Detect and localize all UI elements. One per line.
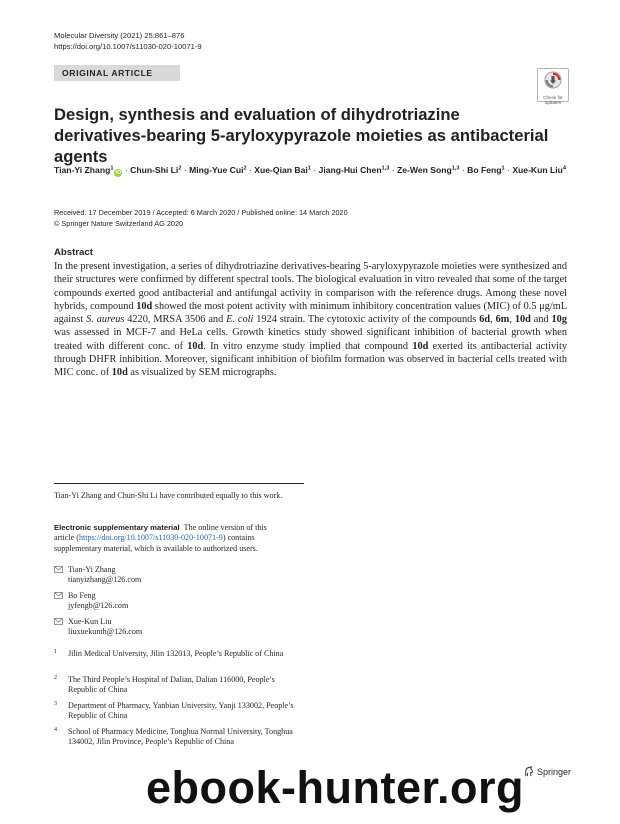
author-name [467,165,505,175]
author-name [189,165,247,175]
author-affiliation-mark: 1 [110,165,114,172]
abstract-text: showed the most potent activity with minimum inhibitory concentration values (MIC) of 0.5 μg/mL against [54,300,567,326]
esm-post: ) contains supplementary material, which is available to authorized users. [54,533,258,553]
species-name: S. aureus [86,314,125,326]
author-separator: · [310,165,319,175]
author-name [397,165,460,175]
equal-contribution-note: Tian-Yi Zhang and Chun-Shi Li have contributed equally to this work. [54,491,283,500]
author-list [54,163,574,177]
journal-header [54,31,202,52]
correspondence-email[interactable]: jyfengb@126.com [68,601,129,611]
compound-label: 10d [514,314,531,326]
compound-label: 10d [136,300,153,312]
journal-doi[interactable]: https://doi.org/10.1007/s11030-020-10071-9 [54,41,202,51]
watermark-text: ebook-hunter.org [146,762,524,813]
journal-citation: Molecular Diversity (2021) 25:861–876 [54,31,185,40]
author-name-text: Ming-Yue Cui [189,165,244,175]
correspondence-text [68,591,128,612]
author-name-text: Ze-Wen Song [397,165,452,175]
author-name-text: Xue-Qian Bai [254,165,308,175]
article-type-badge: ORIGINAL ARTICLE [54,65,180,81]
affiliation-item [54,727,304,749]
abstract-text: In the present investigation, a series of dihydrotriazine derivatives-bearing 5-aryloxypyrazole moieties were synthesized and their structures were confirmed by different spectral tools. The biological evaluation in vitro revealed that some of the target compounds exerted good antibacterial and antifungal activity in comparison with the reference drugs. Among these novel hybrids, compound [54,261,567,312]
check-for-updates-icon [544,71,562,89]
esm-link[interactable]: https://doi.org/10.1007/s11030-020-10071-9 [78,533,223,543]
affiliation-text: Jilin Medical University, Jilin 132013, People’s Republic of China [68,649,284,658]
envelope-icon [54,592,63,599]
author-name [254,165,311,175]
abstract-text: , [509,314,515,326]
author-separator: · [459,165,468,175]
author-affiliation-mark: 1,3 [451,165,460,172]
publisher-name: Springer [537,767,572,777]
compound-label: 10d [111,367,128,379]
author-affiliation-mark: 2 [178,165,182,172]
affiliation-item [54,675,304,697]
author-name-text: Bo Feng [467,165,502,175]
check-for-updates-label: Check for updates [543,95,563,106]
abstract-heading: Abstract [54,247,93,258]
affiliation-text: The Third People’s Hospital of Dalian, Dalian 116000, People’s Republic of China [68,675,275,695]
correspondence-text [68,565,141,586]
author-name [319,165,390,175]
orcid-icon[interactable]: iD [115,170,121,176]
author-separator: · [389,165,397,175]
author-affiliation-mark: 1,3 [381,165,390,172]
affiliation-text: School of Pharmacy Medicine, Tonghua Normal University, Tonghua 134002, Jilin Province, People’s Republic of China [68,727,293,747]
history-dates: Received: 17 December 2019 / Accepted: 6 March 2020 / Published online: 14 March 2020 [54,208,348,217]
species-name: E. coli [226,314,254,326]
author-separator: · [181,165,190,175]
correspondence-name: Bo Feng [68,591,96,600]
author-name [130,165,181,175]
publication-history [54,208,348,229]
correspondence-item [54,565,294,585]
author-name [512,165,566,175]
author-affiliation-mark: 2 [243,165,247,172]
author-affiliation-mark: 4 [562,165,567,172]
affiliation-text: Department of Pharmacy, Yanbian University, Yanji 133002, People’s Republic of China [68,701,294,721]
author-name-text: Jiang-Hui Chen [318,165,382,175]
author-name-text: Chun-Shi Li [130,165,179,175]
affiliation-item [54,649,304,671]
abstract-body [54,260,567,380]
correspondence-item [54,591,294,611]
article-title: Design, synthesis and evaluation of dihydrotriazine derivatives-bearing 5-aryloxypyrazole moieties as antibacterial agents [54,105,549,166]
affiliation-number: 3 [54,701,57,707]
abstract-text: 4220, MRSA 3506 and [124,314,227,326]
author-name-text: Tian-Yi Zhang [54,165,111,175]
author-name-text: Xue-Kun Liu [512,165,563,175]
abstract-text: 1924 strain. The cytotoxic activity of the compounds [253,314,480,326]
supplementary-material-note [54,523,289,554]
abstract-text: exerted its antibacterial activity through DHFR inhibition. Moreover, significant inhibition of biofilm formation was observed in bacterial cells treated with MIC conc. of [54,340,567,379]
affiliation-number: 2 [54,675,57,681]
correspondence-text [68,617,142,638]
compound-label: 10d [412,340,429,352]
affiliation-item [54,701,304,723]
compound-label: 10d [187,340,204,352]
abstract-text: as visualized by SEM micrographs. [127,367,277,379]
compound-label: 10g [551,314,567,326]
abstract-text: . In vitro enzyme study implied that compound [203,340,413,352]
esm-label: Electronic supplementary material [54,523,180,532]
footnote-divider [54,483,304,484]
check-for-updates-button[interactable] [537,68,569,106]
esm-pre: The online version of this article ( [54,523,267,543]
compound-label: 6d [479,314,491,326]
envelope-icon [54,566,63,573]
publisher-logo [523,766,571,778]
author-affiliation-mark: 1 [307,165,311,172]
springer-horse-icon [523,766,534,777]
abstract-text: and [530,314,552,326]
abstract-text: , [490,314,496,326]
author-name [54,165,122,175]
correspondence-email[interactable]: liuxuekunth@126.com [68,627,143,637]
abstract-text: was assessed in MCF-7 and HeLa cells. Growth kinetics study showed significant inhibition of bacterial growth when treated with different conc. of [54,327,567,352]
compound-label: 6m [495,314,510,326]
copyright-line: © Springer Nature Switzerland AG 2020 [54,218,184,228]
affiliation-number: 1 [54,649,57,655]
author-affiliation-mark: 1 [501,165,505,172]
correspondence-name: Xue-Kun Liu [68,617,112,626]
correspondence-email[interactable]: tianyizhang@126.com [68,575,142,585]
correspondence-item [54,617,294,637]
author-separator: · [504,165,513,175]
author-separator: · [122,165,131,175]
author-separator: · [246,165,255,175]
affiliation-number: 4 [54,727,57,733]
envelope-icon [54,618,63,625]
correspondence-name: Tian-Yi Zhang [68,565,116,574]
